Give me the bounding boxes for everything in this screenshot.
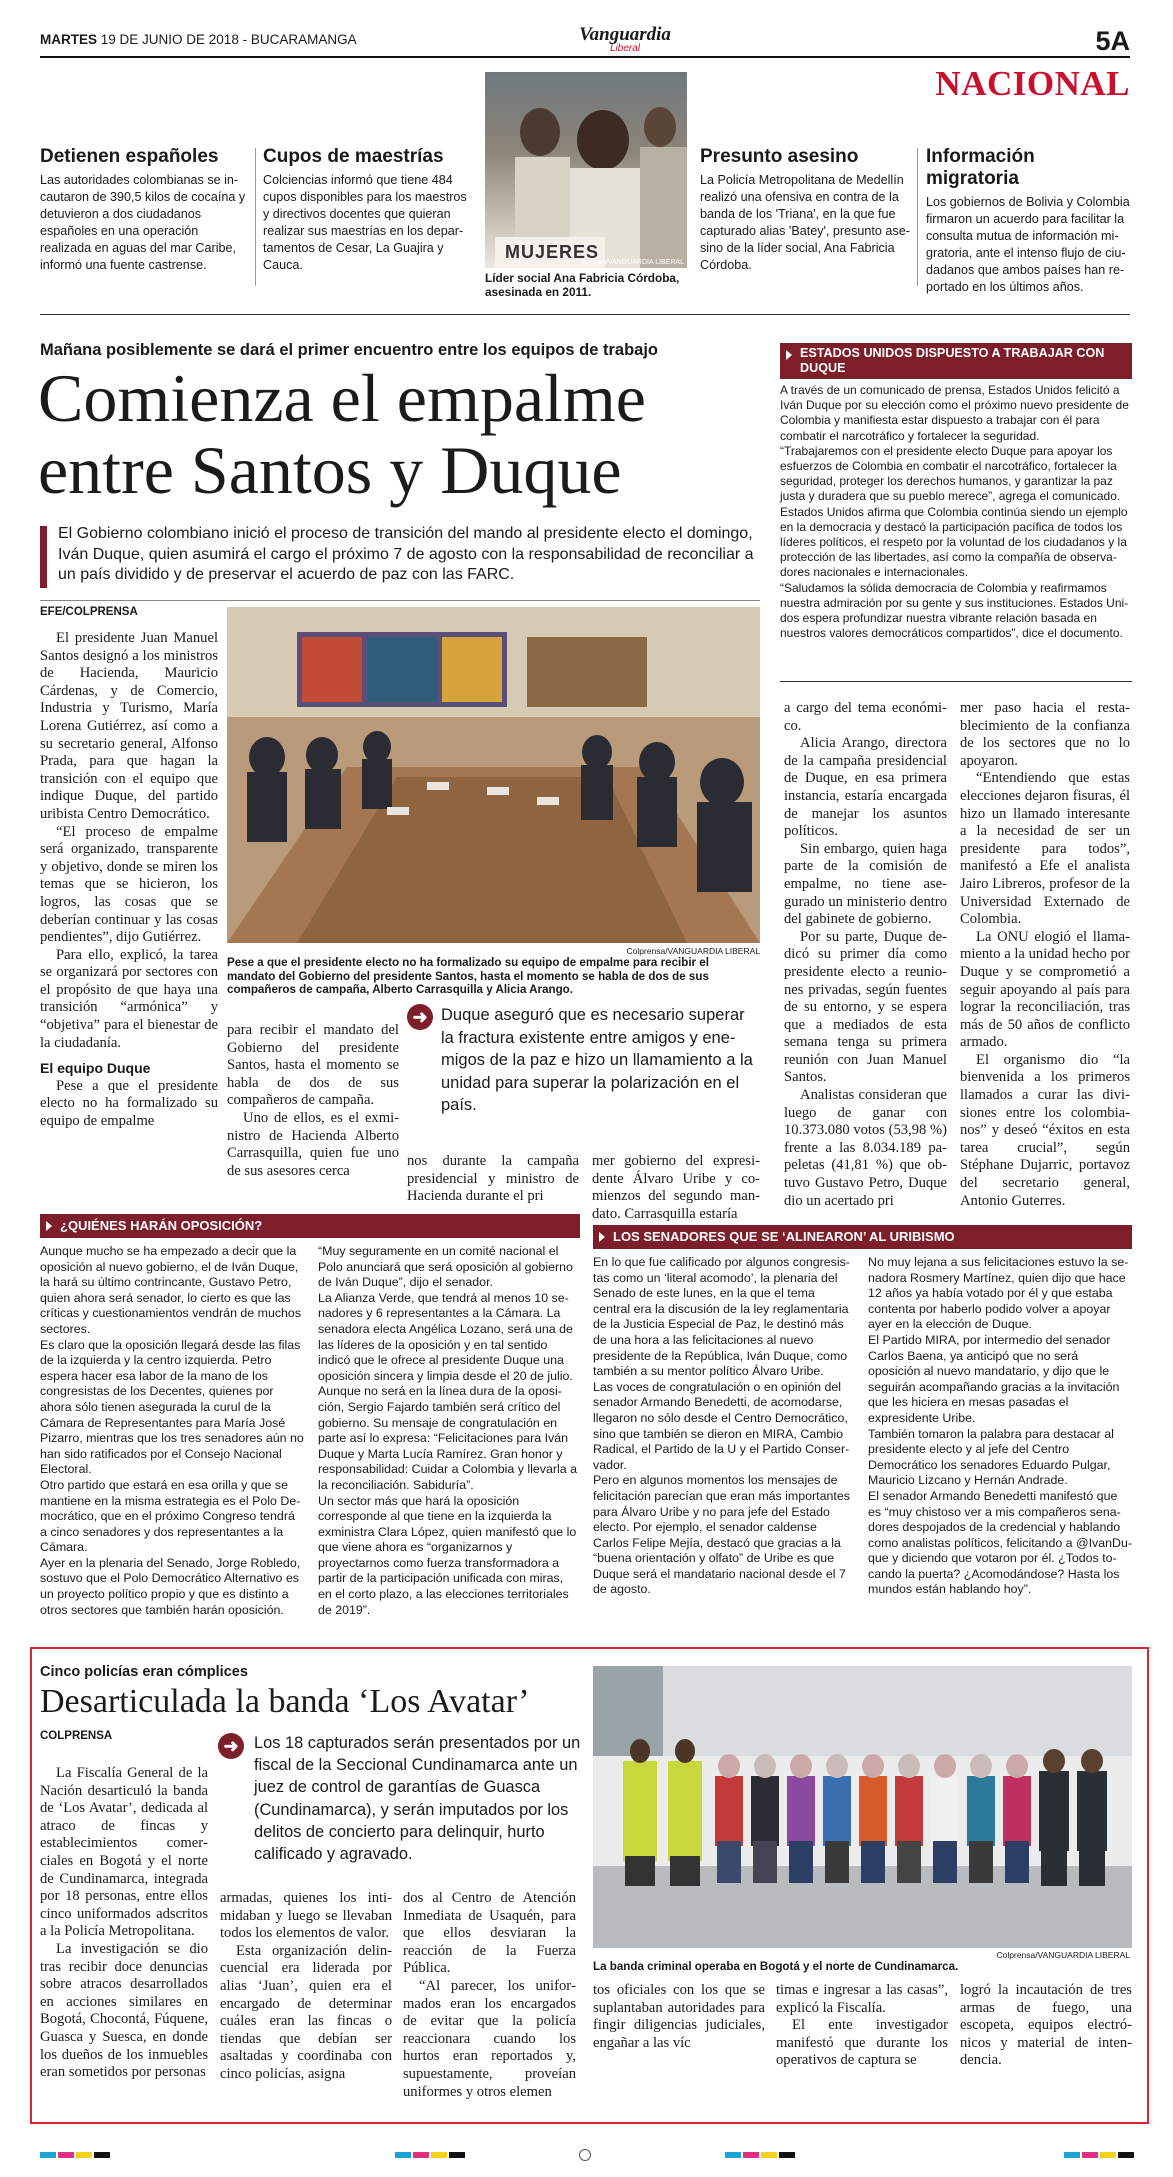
reg-black	[1118, 2152, 1134, 2158]
top-photo-sign: MUJERES	[505, 242, 600, 262]
main-col-3	[407, 1153, 579, 1208]
paragraph: “Al parecer, los uniformados eran los encargados de evitar que la policía reaccionara cuando los hurtos eran reportados y, supuestamente, proveían uniformes y otros elemen	[403, 1977, 576, 2100]
main-col-2	[227, 1022, 399, 1208]
paragraph: Es claro que la oposición llegará desde las filas de la izquierda y la centro izquierda. Petro espera hacer esa labor de la mano de los congresistas de los Decentes, quienes por ahora sólo tienen asegurada la curul de la Cámara de Representantes para María José Pizarro, mientras que los tres senadores aún no han sido ratificados por el Consejo Nacional Electoral.	[40, 1337, 304, 1477]
main-pull-quote	[407, 1004, 760, 1154]
senators-title: LOS SENADORES QUE SE ‘ALINEARON’ AL URIBISMO	[613, 1229, 955, 1244]
paragraph: timas e ingresar a las casas”, explicó la Fiscalía.	[776, 1982, 948, 2016]
main-kicker: Mañana posiblemente se dará el primer encuentro entre los equipos de trabajo	[40, 341, 659, 359]
top-photo-caption: Líder social Ana Fabricia Córdoba, asesinada en 2011.	[485, 271, 680, 299]
main-headline	[38, 362, 758, 506]
paragraph: Uno de ellos, es el exministro de Hacienda Alberto Carrasquilla, quien fue uno de sus asesores cerca	[227, 1109, 399, 1179]
avatar-col-2	[220, 1890, 392, 2119]
brief-2	[263, 146, 471, 274]
brief-3	[700, 146, 910, 274]
paragraph: La Fiscalía General de la Nación desarticuló la banda de ‘Los Avatar’, dedicada al atraco de fincas y establecimientos comerciales en Bogotá y el norte de Cundinamarca, integrada por 18 personas, entre ellos cinco uniformados adscritos a la Policía Metropolitana.	[40, 1765, 208, 1940]
paragraph: Un sector más que hará la oposición corresponde al que tiene en la izquierda la exministra Clara López, quien manifestó que lo que viene ahora es “organizarnos y proyectarnos como fuerza transformadora a partir de la participación unificada con miras, en el corto plazo, a las elecciones territoriales de 2019”.	[318, 1493, 577, 1617]
reg-magenta	[58, 2152, 74, 2158]
reg-yellow	[431, 2152, 447, 2158]
masthead-date-rest: 19 DE JUNIO DE 2018 - BUCARAMANGA	[100, 32, 357, 47]
briefs-rule	[40, 314, 1130, 315]
page-number: 5A	[1095, 26, 1130, 56]
opposition-header	[40, 1214, 580, 1238]
senators-col-2	[868, 1255, 1132, 1640]
brief-title: Presunto asesino	[700, 146, 859, 167]
reg-yellow	[76, 2152, 92, 2158]
paragraph: “El proceso de empalme será organizado, transparente y objetivo, donde se miren los temas que se hicieron, los logros, las cosas que se deberían continuar y las cosas pendientes”, dijo Gutiérrez.	[40, 823, 218, 946]
paragraph: La investigación se dio tras recibir doce denuncias sobre atracos desarrollados en acciones similares en Bogotá, Chocontá, Fúquene, Guasca y Suesca, en donde los dueños de los inmuebles eran sometidos por personas	[40, 1940, 208, 2081]
senators-col-1	[593, 1255, 855, 1640]
avatar-pull-quote	[218, 1733, 588, 1883]
reg-cyan	[40, 2152, 56, 2158]
paragraph: Aunque mucho se ha empezado a decir que la oposición al nuevo gobierno, el de Iván Duque, la hará su último contrincante, Gustavo Petro, quien ahora será senador, lo cierto es que las críticas y cuestionamientos vendrán de muchos sectores.	[40, 1244, 302, 1336]
reg-yellow	[1100, 2152, 1116, 2158]
paragraph: El Partido MIRA, por intermedio del senador Carlos Baena, ya anticipó que no será oposición al nuevo mandatario, y dijo que le seguirán acompañando gracias a la invitación que les hiciera en mesas pasadas el expresidente Uribe.	[868, 1332, 1120, 1425]
avatar-col-6	[960, 1982, 1132, 2119]
avatar-kicker: Cinco policías eran cómplices	[40, 1664, 248, 1680]
avatar-photo	[593, 1666, 1132, 1948]
paragraph: armadas, quienes los intimidaban y luego se llevaban todos los elementos de valor.	[220, 1890, 392, 1942]
paragraph: logró la incautación de tres armas de fuego, una escopeta, equipos electrónicos y material de intendencia.	[960, 1982, 1132, 2069]
brief-1	[40, 146, 250, 274]
masthead-date	[40, 32, 357, 47]
avatar-pull-quote-text: Los 18 capturados serán presentados por un fiscal de la Seccional Cundinamarca ante un juez de control de garantías de Guasca (Cundinamarca), y serán imputados por los delitos de concierto para delinquir, hurto calificado y agravado.	[254, 1734, 581, 1864]
reg-black	[779, 2152, 795, 2158]
paragraph: También tomaron la palabra para destacar al presidente electo y al jefe del Centro Democrático los senadores Eduardo Pulgar, Mauricio Lizcano y Hernán Andrade.	[868, 1426, 1114, 1488]
paragraph: El presidente Juan Manuel Santos designó a los ministros de Hacienda, Mauricio Cárdenas, y de Comercio, Industria y Turismo, María Lorena Gutiérrez, así como a su secretario general, Alfonso Prada, para que hagan la transición con el equipo que indique Duque, del partido uribista Centro Democrático.	[40, 630, 218, 822]
paragraph: mer gobierno del expresidente Álvaro Uribe y comienzos del segundo mandato. Carrasquilla estaría	[592, 1153, 760, 1222]
avatar-byline: COLPRENSA	[40, 1730, 113, 1742]
senators-header	[593, 1225, 1132, 1249]
reg-cyan	[395, 2152, 411, 2158]
brief-divider	[255, 148, 256, 286]
paragraph: Esta organización delincuencial era liderada por alias ‘Juan’, quien era el encargado de determinar cuáles eran las fincas o tiendas que debían ser asaltadas y coordinaba con cinco policías, asigna	[220, 1942, 392, 2082]
reg-magenta	[743, 2152, 759, 2158]
reg-magenta	[413, 2152, 429, 2158]
triangle-icon	[46, 1221, 52, 1231]
us-sidebar-title: ESTADOS UNIDOS DISPUESTO A TRABAJAR CON DUQUE	[800, 346, 1105, 375]
main-photo-caption: Pese a que el presidente electo no ha formalizado su equipo de empalme para recibir el mandato del Gobierno del presidente Santos, hasta el momento se habla de dos de sus compañeros de campaña, Alberto Carrasquilla y Alicia Arango.	[227, 956, 709, 997]
reg-cyan	[1064, 2152, 1080, 2158]
paragraph: Las voces de congratulación o en opinión del senador Armando Benedetti, de acomodarse, llegaron no sólo desde el Centro Democrático, sino que también se dieron en MIRA, Cambio Radical, el Partido de la U y el Partido Conservador.	[593, 1379, 850, 1472]
masthead-logo	[555, 26, 695, 54]
avatar-headline: Desarticulada la banda ‘Los Avatar’	[40, 1683, 530, 1720]
lead-rule	[40, 600, 760, 601]
main-photo-art	[227, 607, 760, 943]
paragraph: Por su parte, Duque dedicó su primer día como presidente electo a reuniones privadas, según fuentes de su entorno, y se espera que a mediados de esta semana tenga su primera reunión con Juan Manuel Santos.	[784, 928, 947, 1086]
paragraph: nos durante la campaña presidencial y ministro de Hacienda durante el pri	[407, 1153, 579, 1205]
arrow-right-icon: ➜	[218, 1733, 244, 1759]
top-photo-art	[485, 72, 687, 268]
main-lead: El Gobierno colombiano inició el proceso de transición del mando al presidente electo el domingo, Iván Duque, quien asumirá el cargo el próximo 7 de agosto con la responsabilidad de reconciliar a un país dividido y de preservar el acuerdo de paz con las FARC.	[58, 525, 754, 583]
lead-marker	[40, 526, 47, 588]
paragraph: Alicia Arango, directora de la campaña presidencial de Duque, en esa primera instancia, estaría encargada de manejar los asuntos políticos.	[784, 735, 947, 840]
reg-yellow	[761, 2152, 777, 2158]
paragraph: El senador Armando Benedetti manifestó que es “muy chistoso ver a mis compañeros senadores despojados de la credencial y hablando como analistas políticos, felicitando a @IvanDuque y diciendo que votaron por él. ¿Todos tocando la puerta? ¿Acomodándose? Hasta los mundos están hablando hoy”.	[868, 1488, 1132, 1597]
paragraph: tos oficiales con los que se suplantaban autoridades para fingir diligencias judiciales, engañar a las víc	[593, 1982, 765, 2051]
paragraph: El organismo dio “la bienvenida a los primeros llamados a curar las divisiones entre los colombianos” y deseó “éxitos en esta tarea crucial”, según Stéphane Dujarric, portavoz del secretario general, Antonio Guterres.	[960, 1051, 1130, 1209]
us-sidebar-body	[780, 383, 1132, 677]
paragraph: “Trabajaremos con el presidente electo Duque para apoyar los esfuerzos de Colombia en combatir el narcotráfico, fortalecer la seguridad, proteger los derechos humanos, y garantizar la paz justa y duradera que su pueblo merece”, agrega el comunicado. Estados Unidos afirma que Colombia continúa siendo un ejemplo en la democracia y destacó la participación pacífica de todos los líderes políticos, el respeto por la voluntad de los ciudadanos y la protección de las libertades, así como la compañía de observadores nacionales e internacionales.	[780, 443, 1128, 580]
main-col-4	[592, 1153, 760, 1222]
brief-title: Cupos de maestrías	[263, 146, 444, 167]
logo-main: Vanguardia	[579, 24, 671, 45]
paragraph: Ayer en la plenaria del Senado, Jorge Robledo, sostuvo que el Polo Democrático Alternativo es un proyecto político propio y que es distinto a otros sectores que también harán oposición.	[40, 1555, 301, 1617]
brief-title: Información migratoria	[926, 146, 1035, 189]
top-photo-credit: Archivo/VANGUARDIA LIBERAL	[582, 259, 684, 266]
reg-cyan	[725, 2152, 741, 2158]
paragraph: La Alianza Verde, que tendrá al menos 10 senadores y 6 representantes a la Cámara. La senadora electa Angélica Lozano, será una de las líderes de la oposición y en tal sentido indicó que le ofrece al presidente Duque una oposición sincera y limpia desde el 20 de julio.	[318, 1290, 573, 1383]
paragraph: Aunque no será en la línea dura de la oposición, Sergio Fajardo también será crítico del gobierno. Su mensaje de congratulación en parte así lo expresa: “Felicitaciones para Iván Duque y Marta Lucía Ramírez. Gran honor y responsabilidad: Cuidar a Colombia y llevarla a la reconciliación. Sabiduría”.	[318, 1384, 577, 1492]
registration-bar	[0, 2150, 1173, 2162]
section-title: NACIONAL	[935, 64, 1130, 103]
triangle-icon	[786, 350, 792, 360]
masthead-rule	[40, 56, 1130, 58]
paragraph: “Muy seguramente en un comité nacional el Polo anunciará que será oposición al gobierno de Iván Duque”, dijo el senador.	[318, 1244, 573, 1290]
paragraph: Analistas consideran que luego de ganar con 10.373.080 votos (53,98 %) frente a las 8.034.189 papeletas (41,81 %) que obtuvo Gustavo Petro, Duque dio un acertado pri	[784, 1087, 947, 1209]
col-subhead: El equipo Duque	[40, 1060, 151, 1077]
main-col-6	[960, 700, 1130, 1208]
logo-sub: Liberal	[609, 43, 641, 54]
brief-text: La Policía Metropolitana de Medellín realizó una ofensiva en contra de la banda de los 'Triana', en la que fue capturado alias 'Batey', presunto asesino de la líder social, Ana Fabricia Córdoba.	[700, 173, 910, 272]
opposition-title: ¿QUIÉNES HARÁN OPOSICIÓN?	[60, 1218, 263, 1233]
paragraph: Otro partido que estará en esa orilla y que se mantiene en la misma estrategia es el Polo Democrático, que en el próximo Congreso tendrá a cinco senadores y dos representantes a la Cámara.	[40, 1477, 301, 1555]
masthead-day: MARTES	[40, 32, 97, 47]
arrow-right-icon: ➜	[407, 1004, 433, 1030]
main-photo-credit: Colprensa/VANGUARDIA LIBERAL	[626, 946, 760, 956]
reg-magenta	[1082, 2152, 1098, 2158]
us-sidebar	[780, 343, 1132, 682]
brief-title: Detienen españoles	[40, 146, 219, 167]
opposition-col-1	[40, 1244, 304, 1640]
avatar-col-4	[593, 1982, 765, 2119]
triangle-icon	[599, 1232, 605, 1242]
opposition-col-2	[318, 1244, 580, 1640]
paragraph: No muy lejana a sus felicitaciones estuvo la senadora Rosmery Martínez, quien dijo que hace 12 años ya había votado por él y que estaba contenta por haberlo podido volver a apoyar ayer en la elección de Duque.	[868, 1255, 1129, 1332]
paragraph: mer paso hacia el restablecimiento de la confianza de los sectores que no lo apoyaron.	[960, 700, 1130, 769]
brief-text: Las autoridades colombianas se incautaron de 390,5 kilos de cocaína y detuvieron a dos ciudadanos españoles en una operación realizada en aguas del mar Caribe, informó una fuente castrense.	[40, 173, 246, 272]
paragraph: A través de un comunicado de prensa, Estados Unidos felicitó a Iván Duque por su elección como el próximo nuevo presidente de Colombia y manifiesta estar dispuesto a trabajar con él para combatir el narcotráfico y fortalecer la seguridad.	[780, 383, 1129, 443]
paragraph: El ente investigador manifestó que durante los operativos de captura se	[776, 2017, 948, 2069]
avatar-col-5	[776, 1982, 948, 2119]
reg-black	[94, 2152, 110, 2158]
masthead	[40, 24, 1130, 56]
paragraph: La ONU elogió el llamamiento a la unidad hecho por Duque y se comprometió a seguir apoyando al país para lograr la reconciliación, tras más de 50 años de conflicto armado.	[960, 928, 1130, 1051]
avatar-photo-caption: La banda criminal operaba en Bogotá y el norte de Cundinamarca.	[593, 1960, 959, 1973]
brief-divider	[917, 148, 918, 286]
reg-black	[449, 2152, 465, 2158]
brief-4	[926, 146, 1132, 296]
headline-line-2: entre Santos y Duque	[38, 432, 622, 508]
top-photo	[485, 72, 687, 268]
brief-text: Colciencias informó que tiene 484 cupos disponibles para los maestros y directivos docentes que quieran realizar sus maestrías en los departamentos de Cesar, La Guajira y Cauca.	[263, 173, 467, 272]
paragraph: para recibir el mandato del Gobierno del presidente Santos, hasta el momento se habla de dos de sus compañeros de campaña.	[227, 1022, 399, 1109]
pull-quote-text: Duque aseguró que es necesario superar la fractura existente entre amigos y enemigos de la paz e hizo un llamamiento a la unidad para superar la polarización en el país.	[441, 1006, 753, 1114]
paragraph: Sin embargo, quien haga parte de la comisión de empalme, no tiene asegurado un ministerio dentro del gabinete de gobierno.	[784, 840, 947, 928]
paragraph: Para ello, explicó, la tarea se organizará por sectores con el propósito de que haya una transición “armónica” y “objetiva” para el bienestar de la ciudadanía.	[40, 946, 218, 1051]
main-byline: EFE/COLPRENSA	[40, 606, 138, 618]
paragraph: “Entendiendo que estas elecciones dejaron fisuras, él hizo un llamado interesante a la necesidad de ser un presidente para todos”, manifestó a Efe el analista Jairo Libreros, profesor de la Universidad Externado de Colombia.	[960, 770, 1130, 928]
avatar-col-3	[403, 1890, 576, 2119]
main-photo	[227, 607, 760, 943]
avatar-col-1	[40, 1765, 208, 2119]
main-col-5	[784, 700, 947, 1208]
paragraph: Pese a que el presidente electo no ha formalizado su equipo de empalme	[40, 1077, 218, 1130]
avatar-photo-art	[593, 1666, 1132, 1948]
main-col-1	[40, 630, 218, 1208]
avatar-photo-credit: Colprensa/VANGUARDIA LIBERAL	[996, 1950, 1130, 1960]
headline-line-1: Comienza el empalme	[38, 360, 646, 436]
registration-mark-icon	[579, 2149, 591, 2161]
paragraph: a cargo del tema económico.	[784, 700, 947, 734]
paragraph: “Saludamos la sólida democracia de Colombia y reafirmamos nuestra admiración por su gente y sus instituciones. Estados Unidos espera profundizar nuestra vibrante relación basada en nuestros valores democráticos compartidos”, dice el documento.	[780, 580, 1129, 641]
paragraph: Pero en algunos momentos los mensajes de felicitación parecían que eran más importantes para Álvaro Uribe y no para jefe del Estado electo. Por ejemplo, el senador caldense Carlos Felipe Mejía, destacó que gracias a la “buena orientación y olfato” de Uribe es que Duque será el mandatario nacional desde el 7 de agosto.	[593, 1473, 850, 1597]
us-sidebar-header	[780, 343, 1132, 379]
brief-text: Los gobiernos de Bolivia y Colombia firmaron un acuerdo para facilitar la consulta mutua de información migratoria, ante el intenso flujo de ciudadanos que ambos países han reportado en los últimos años.	[926, 195, 1130, 294]
paragraph: dos al Centro de Atención Inmediata de Usaquén, para que ellos desviaran la reacción de la Fuerza Pública.	[403, 1890, 576, 1977]
paragraph: En lo que fue calificado por algunos congresistas como un ‘literal acomodo’, la plenaria del Senado de este lunes, en la que el tema central era la discusión de la ley reglamentaria de la Justicia Especial de Paz, le destinó más de una hora a las felicitaciones al nuevo presidente de la República, Iván Duque, como también a su mentor político Álvaro Uribe.	[593, 1255, 850, 1379]
